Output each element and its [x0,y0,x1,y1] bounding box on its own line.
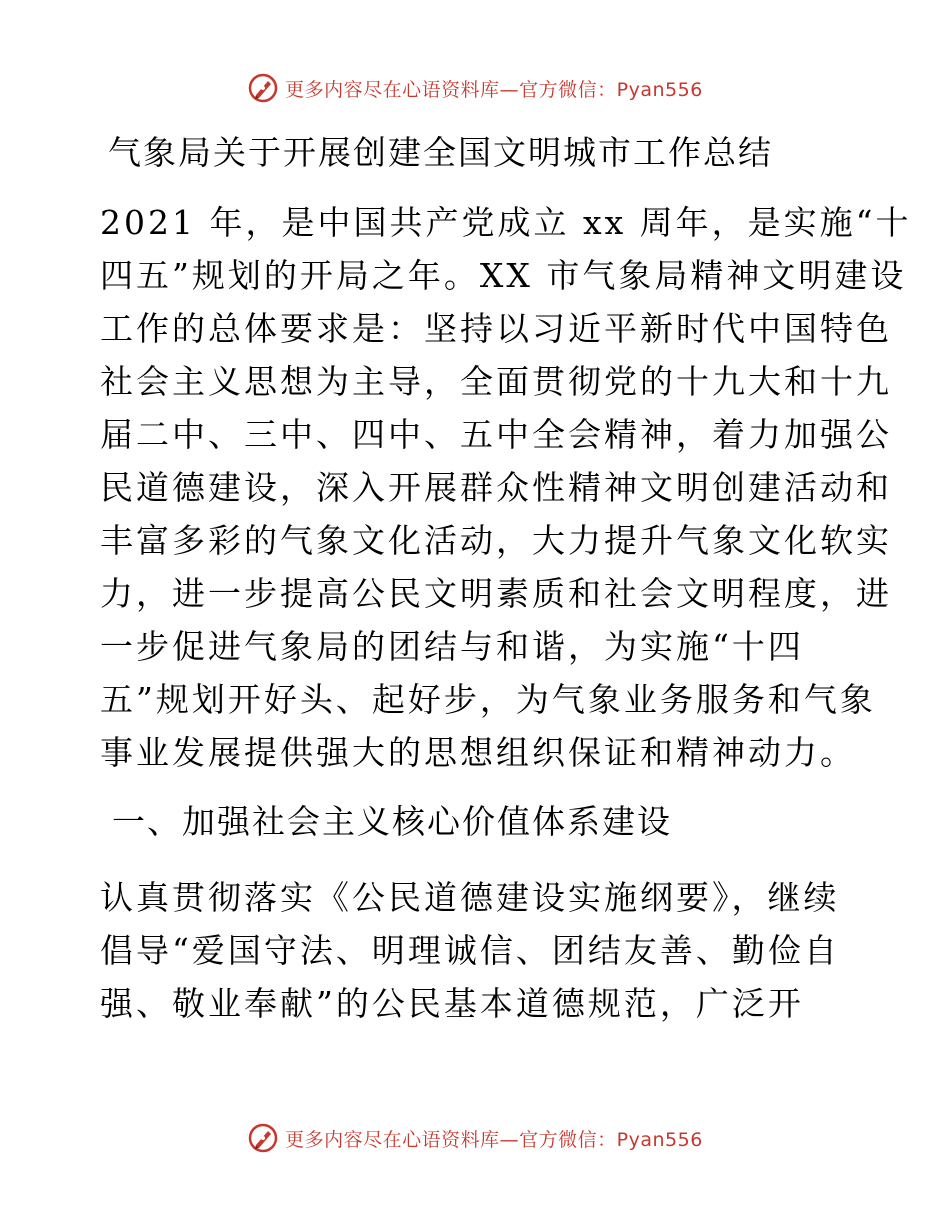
watermark-text: 更多内容尽在心语资料库—官方微信：Pyan556 [285,1128,703,1151]
document-title: 气象局关于开展创建全国文明城市工作总结 [108,133,773,172]
text-line: 力，进一步提高公民文明素质和社会文明程度，进 [100,574,892,613]
text-line: 认真贯彻落实《公民道德建设实施纲要》，继续 [100,878,840,917]
text-line: 事业发展提供强大的思想组织保证和精神动力。 [100,733,856,772]
text-line: 五”规划开好头、起好步，为气象业务服务和气象 [100,680,876,719]
text-line: 强、敬业奉献”的公民基本道德规范，广泛开 [100,984,804,1023]
section-heading: 一、加强社会主义核心价值体系建设 [112,802,672,841]
text-line: 四五”规划的开局之年。XX 市气象局精神文明建设 [100,256,907,295]
intro-paragraph [100,196,912,779]
text-line: 2021 年，是中国共产党成立 xx 周年，是实施“十 [100,203,912,242]
text-line: 一步促进气象局的团结与和谐，为实施“十四 [100,627,804,666]
watermark-text: 更多内容尽在心语资料库—官方微信：Pyan556 [285,78,703,101]
document-body [100,120,912,1030]
text-line: 民道德建设，深入开展群众性精神文明创建活动和 [100,468,892,507]
text-line: 倡导“爱国守法、明理诚信、团结友善、勤俭自 [100,931,840,970]
section-paragraph [100,871,860,1030]
text-line: 工作的总体要求是：坚持以习近平新时代中国特色 [100,309,892,348]
pen-logo-icon [247,1122,279,1154]
text-line: 社会主义思想为主导，全面贯彻党的十九大和十九 [100,362,892,401]
pen-logo-icon [247,72,279,104]
text-line: 届二中、三中、四中、五中全会精神，着力加强公 [100,415,892,454]
text-line: 丰富多彩的气象文化活动，大力提升气象文化软实 [100,521,892,560]
watermark-footer [0,1122,950,1154]
watermark-header [0,72,950,104]
